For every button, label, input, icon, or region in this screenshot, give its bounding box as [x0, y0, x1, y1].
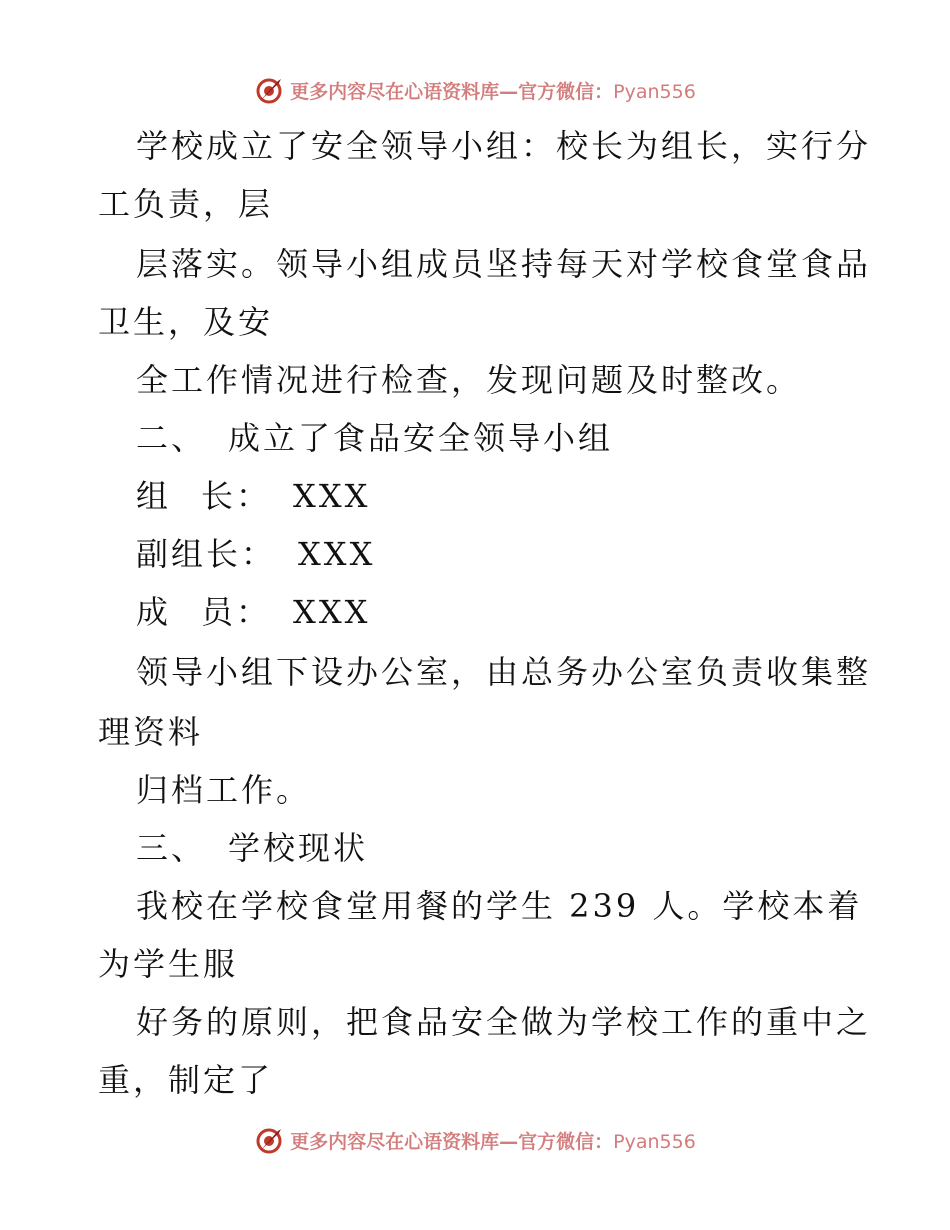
section-title: 学校现状 — [228, 829, 369, 867]
member-row-members — [136, 583, 370, 641]
paragraph-line: 学校成立了安全领导小组：校长为组长，实行分 — [136, 127, 872, 165]
section-title: 成立了食品安全领导小组 — [228, 419, 614, 457]
role-label: 副组长： — [136, 535, 277, 573]
paragraph-line: 我校在学校食堂用餐的学生 239 人。学校本着 — [136, 887, 863, 925]
role-label: 员： — [201, 593, 272, 631]
section-number: 三、 — [136, 829, 207, 867]
member-row-leader — [136, 467, 370, 525]
paragraph-line: 为学生服 — [98, 945, 239, 983]
member-name: XXX — [293, 593, 371, 631]
quill-logo-icon — [254, 1125, 284, 1155]
quill-logo-icon — [254, 75, 284, 105]
paragraph-line: 归档工作。 — [136, 771, 312, 809]
watermark-text: 更多内容尽在心语资料库—官方微信：Pyan556 — [290, 80, 696, 103]
section-heading-3 — [136, 819, 368, 877]
section-heading-2 — [136, 409, 613, 467]
watermark-text: 更多内容尽在心语资料库—官方微信：Pyan556 — [290, 1130, 696, 1153]
footer-watermark — [0, 1120, 950, 1160]
member-row-deputy — [136, 525, 375, 583]
paragraph-line: 好务的原则，把食品安全做为学校工作的重中之 — [136, 1003, 872, 1041]
member-name: XXX — [298, 535, 376, 573]
paragraph-line: 卫生，及安 — [98, 303, 274, 341]
role-label: 组 — [136, 477, 172, 515]
paragraph-line: 重，制定了 — [98, 1061, 274, 1099]
header-watermark — [0, 70, 950, 110]
paragraph-line: 工负责，层 — [98, 185, 274, 223]
paragraph-line: 理资料 — [98, 713, 204, 751]
section-number: 二、 — [136, 419, 207, 457]
role-label: 长： — [201, 477, 272, 515]
paragraph-line: 层落实。领导小组成员坚持每天对学校食堂食品 — [136, 245, 872, 283]
member-name: XXX — [293, 477, 371, 515]
paragraph-line: 全工作情况进行检查，发现问题及时整改。 — [136, 361, 802, 399]
paragraph-line: 领导小组下设办公室，由总务办公室负责收集整 — [136, 653, 872, 691]
role-label: 成 — [136, 593, 172, 631]
